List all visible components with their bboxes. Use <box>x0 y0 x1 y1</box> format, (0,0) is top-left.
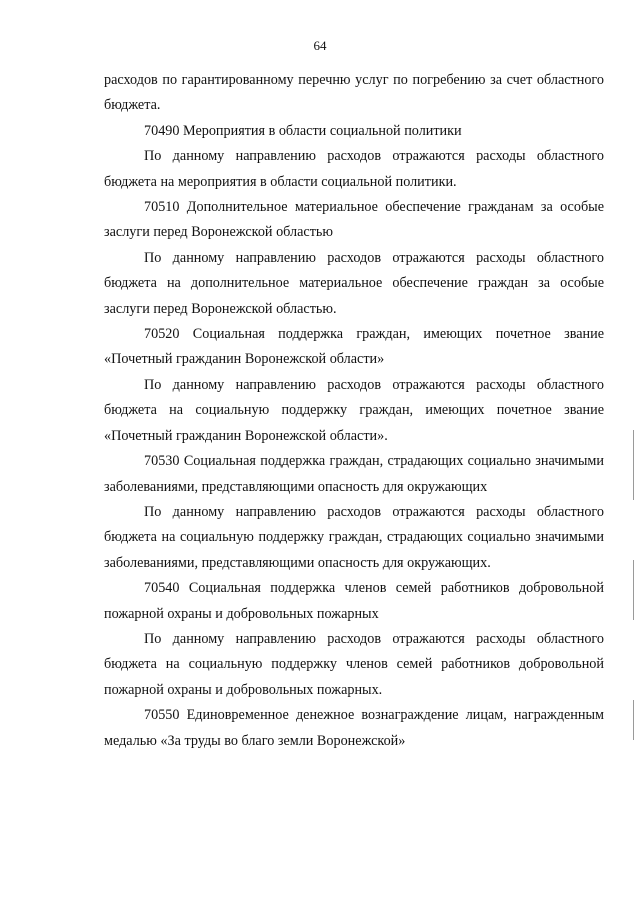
section-heading-70540: 70540 Социальная поддержка членов семей работников добровольной пожарной охраны и добровольных пожарных <box>104 580 604 622</box>
section-heading-70510: 70510 Дополнительное материальное обеспечение гражданам за особые заслуги перед Воронежской областью <box>104 199 604 241</box>
scan-edge-mark <box>633 430 634 500</box>
section-heading-70530: 70530 Социальная поддержка граждан, страдающих социально значимыми заболеваниями, представляющими опасность для окружающих <box>104 453 604 495</box>
paragraph-description-70490: По данному направлению расходов отражаются расходы областного бюджета на мероприятия в области социальной политики. <box>104 148 604 190</box>
paragraph-description-70520: По данному направлению расходов отражаются расходы областного бюджета на социальную поддержку граждан, имеющих почетное звание «Почетный гражданин Воронежской области». <box>104 376 604 444</box>
section-heading-70550: 70550 Единовременное денежное вознаграждение лицам, награжденным медалью «За труды во благо земли Воронежской» <box>104 707 604 749</box>
page-number: 64 <box>313 38 327 53</box>
scan-edge-mark <box>633 560 634 620</box>
paragraph-description-70510: По данному направлению расходов отражаются расходы областного бюджета на дополнительное материальное обеспечение граждан за особые заслуги перед Воронежской областью. <box>104 249 604 317</box>
paragraph-continuation: расходов по гарантированному перечню услуг по погребению за счет областного бюджета. <box>104 72 604 114</box>
scan-edge-mark <box>633 700 634 740</box>
document-body <box>104 68 604 754</box>
paragraph-description-70540: По данному направлению расходов отражаются расходы областного бюджета на социальную поддержку членов семей работников добровольной пожарной охраны и добровольных пожарных. <box>104 630 604 698</box>
paragraph-description-70530: По данному направлению расходов отражаются расходы областного бюджета на социальную поддержку граждан, страдающих социально значимыми заболеваниями, представляющими опасность для окружающих. <box>104 503 604 571</box>
section-heading-70520: 70520 Социальная поддержка граждан, имеющих почетное звание «Почетный гражданин Воронежской области» <box>104 326 604 368</box>
section-heading-70490: 70490 Мероприятия в области социальной политики <box>144 122 462 139</box>
